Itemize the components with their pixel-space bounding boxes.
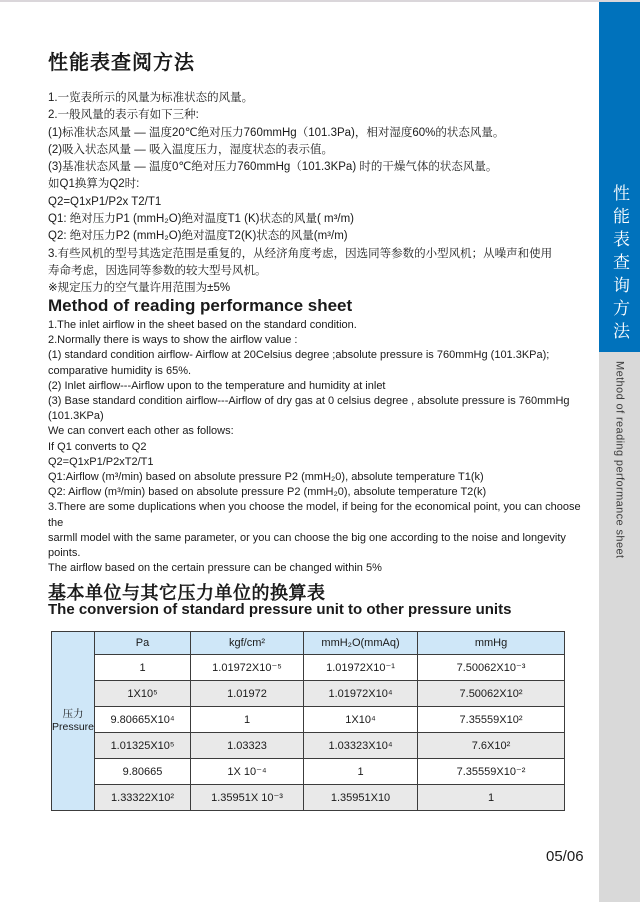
text-line: sarmll model with the same parameter, or you can choose the big one according to the noise and longevity points. (48, 531, 566, 560)
table-cell: 1.35951X10 (304, 785, 418, 811)
text-line: (2) Inlet airflow---Airflow upon to the temperature and humidity at inlet (48, 379, 386, 392)
text-line: Q2: 绝对压力P2 (mmH₂O)绝对温度T2(K)状态的风量(m³/m) (48, 230, 348, 243)
table-row (52, 681, 565, 707)
table-cell: 1.01972X10⁴ (304, 681, 418, 707)
column-header: mmHg (418, 632, 565, 655)
text-line: 1.一览表所示的风量为标准状态的风量。 (48, 92, 254, 104)
page-number: 05/06 (546, 848, 584, 865)
text-line: (2)吸入状态风量 — 吸入温度压力，湿度状态的表示值。 (48, 143, 333, 156)
table-cell: 9.80665 (95, 759, 191, 785)
table-cell: 1 (95, 655, 191, 681)
section-body-en (48, 318, 588, 576)
sidebar-section-tab[interactable] (599, 0, 640, 352)
pressure-conversion-table-wrap (51, 631, 565, 811)
text-line: We can convert each other as follows: (48, 425, 234, 438)
table-cell: 1.01972X10⁻¹ (304, 655, 418, 681)
conversion-title-cn: 基本单位与其它压力单位的换算表 (48, 583, 326, 603)
table-cell: 1 (304, 759, 418, 785)
text-line: comparative humidity is 65%. (48, 364, 192, 377)
text-line: 2.一般风量的表示有如下三种: (48, 109, 199, 122)
section-title-en: Method of reading performance sheet (48, 296, 353, 315)
table-cell: 1.03323X10⁴ (304, 733, 418, 759)
pressure-conversion-table (51, 631, 565, 811)
text-line: Q2=Q1xP1/P2x T2/T1 (48, 195, 162, 208)
table-cell: 1.01325X10⁵ (95, 733, 191, 759)
table-cell: 1X10⁵ (95, 681, 191, 707)
table-cell: 7.6X10² (418, 733, 565, 759)
section-body-cn (48, 90, 578, 298)
text-line: Q1:Airflow (m³/min) based on absolute pressure P2 (mmH₂0), absolute temperature T1(k) (48, 471, 484, 484)
sidebar-rail (599, 352, 640, 902)
table-cell: 1X 10⁻⁴ (191, 759, 304, 785)
text-line: Q2=Q1xP1/P2xT2/T1 (48, 455, 154, 468)
text-line: (3)基准状态风量 — 温度0℃绝对压力760mmHg（101.3KPa) 时的干燥气体的状态风量。 (48, 161, 498, 174)
text-line: 3.There are some duplications when you choose the model, if being for the economical point, you can choose the (48, 501, 581, 529)
text-line: (1) standard condition airflow- Airflow at 20Celsius degree ;absolute pressure is 760mmHg (101.3KPa); (48, 349, 550, 362)
text-line: (3) Base standard condition airflow---Airflow of dry gas at 0 celsius degree , absolute pressure is 760mmHg (101.3KPa) (48, 395, 570, 423)
text-line: 如Q1换算为Q2时: (48, 178, 140, 191)
row-group-label-cn: 压力 (62, 707, 84, 720)
text-line: (1)标准状态风量 — 温度20℃绝对压力760mmHg（101.3Pa)，相对湿度60%的状态风量。 (48, 126, 505, 139)
text-line: 3.有些风机的型号其选定范围是重复的，从经济角度考虑，因选同等参数的小型风机；从噪声和使用 (48, 247, 553, 260)
page-top-edge (0, 0, 640, 2)
table-cell: 7.35559X10² (418, 707, 565, 733)
table-cell: 7.50062X10² (418, 681, 565, 707)
table-cell: 1.01972X10⁻⁵ (191, 655, 304, 681)
text-line: 寿命考虑，因选同等参数的较大型号风机。 (48, 264, 267, 277)
table-row (52, 655, 565, 681)
table-row (52, 785, 565, 811)
table-cell: 1.01972 (191, 681, 304, 707)
table-cell: 1.35951X 10⁻³ (191, 785, 304, 811)
table-header-row (52, 632, 565, 655)
table-cell: 1 (418, 785, 565, 811)
table-cell: 1.03323 (191, 733, 304, 759)
text-line: Q1: 绝对压力P1 (mmH₂O)绝对温度T1 (K)状态的风量( m³/m) (48, 213, 355, 226)
table-row (52, 759, 565, 785)
text-line: If Q1 converts to Q2 (48, 440, 147, 453)
table-cell: 1 (191, 707, 304, 733)
row-group-label (52, 632, 95, 811)
text-line: 2.Normally there is ways to show the airflow value : (48, 334, 298, 347)
conversion-title-en: The conversion of standard pressure unit to other pressure units (48, 601, 512, 618)
text-line: 1.The inlet airflow in the sheet based on the standard condition. (48, 319, 357, 331)
sidebar-rail-label-en: Method of reading performance sheet (613, 361, 626, 559)
table-row (52, 707, 565, 733)
section-title-cn: 性能表查阅方法 (48, 52, 195, 74)
sidebar-tab-label-cn: 性能表查询方法 (610, 184, 629, 345)
text-line: The airflow based on the certain pressure can be changed within 5% (48, 562, 382, 575)
text-line: Q2: Airflow (m³/min) based on absolute pressure P2 (mmH₂0), absolute temperature T2(k) (48, 486, 487, 499)
column-header: kgf/cm² (191, 632, 304, 655)
table-cell: 9.80665X10⁴ (95, 707, 191, 733)
column-header: Pa (95, 632, 191, 655)
table-cell: 1.33322X10² (95, 785, 191, 811)
column-header: mmH₂O(mmAq) (304, 632, 418, 655)
table-cell: 1X10⁴ (304, 707, 418, 733)
row-group-label-en: Pressure (52, 721, 95, 733)
table-row (52, 733, 565, 759)
table-cell: 7.35559X10⁻² (418, 759, 565, 785)
text-line: ※规定压力的空气量许用范围为±5% (48, 282, 231, 295)
table-cell: 7.50062X10⁻³ (418, 655, 565, 681)
